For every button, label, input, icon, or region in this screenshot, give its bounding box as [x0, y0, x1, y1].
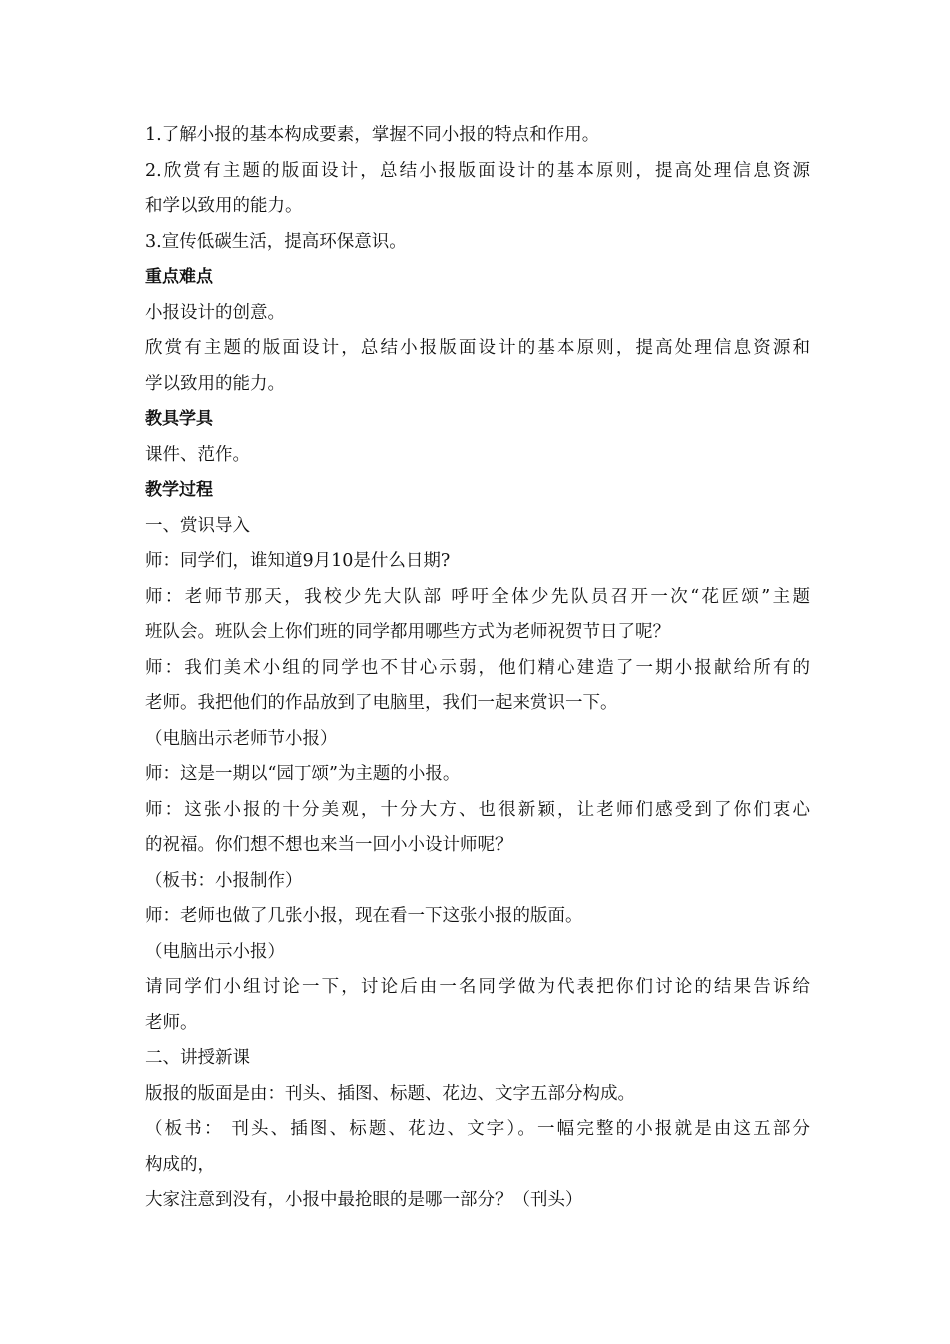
key-points-line-2: 欣赏有主题的版面设计，总结小报版面设计的基本原则，提高处理信息资源和 [145, 338, 810, 358]
process-line: 师：这是一期以“园丁颂”为主题的小报。 [145, 764, 461, 784]
process-line: 版报的版面是由：刊头、插图、标题、花边、文字五部分构成。 [145, 1083, 635, 1104]
process-line: 师：老师节那天，我校少先大队部 呼吁全体少先队员召开一次“花匠颂”主题 [145, 586, 810, 607]
objective-2-line-1: 2.欣赏有主题的版面设计，总结小报版面设计的基本原则，提高处理信息资源 [145, 160, 810, 181]
process-line: 班队会。班队会上你们班的同学都用哪些方式为老师祝贺节日了呢？ [145, 622, 670, 642]
objective-2-line-2: 和学以致用的能力。 [145, 196, 303, 216]
objective-3: 3.宣传低碳生活，提高环保意识。 [145, 231, 407, 252]
process-line: 请同学们小组讨论一下，讨论后由一名同学做为代表把你们讨论的结果告诉给 [145, 977, 810, 997]
key-points-line-1: 小报设计的创意。 [145, 302, 285, 323]
process-line: （板书： 刊头、插图、标题、花边、文字）。一幅完整的小报就是由这五部分 [145, 1119, 810, 1139]
process-line: （板书：小报制作） [145, 870, 303, 891]
section-intro-heading: 一、赏识导入 [145, 515, 250, 536]
key-points-heading: 重点难点 [145, 267, 213, 287]
document-page [145, 118, 810, 1219]
tools-heading: 教具学具 [145, 409, 213, 429]
key-points-line-3: 学以致用的能力。 [145, 373, 285, 394]
tools-line-1: 课件、范作。 [145, 444, 250, 465]
process-line: 师：我们美术小组的同学也不甘心示弱，他们精心建造了一期小报献给所有的 [145, 657, 810, 678]
process-line: 大家注意到没有，小报中最抢眼的是哪一部分？（刊头） [145, 1190, 583, 1210]
process-line: 老师。 [145, 1012, 198, 1033]
process-line: （电脑出示老师节小报） [145, 728, 338, 749]
objective-1: 1.了解小报的基本构成要素，掌握不同小报的特点和作用。 [145, 125, 600, 145]
process-line: 老师。我把他们的作品放到了电脑里，我们一起来赏识一下。 [145, 693, 618, 713]
process-line: （电脑出示小报） [145, 941, 285, 962]
process-line: 构成的， [145, 1154, 215, 1175]
section-new-lesson-heading: 二、讲授新课 [145, 1048, 250, 1068]
process-line: 师：同学们，谁知道9月10是什么日期? [145, 551, 451, 571]
process-line: 师：这张小报的十分美观，十分大方、也很新颖，让老师们感受到了你们衷心 [145, 799, 810, 820]
process-heading: 教学过程 [145, 480, 213, 500]
process-line: 的祝福。你们想不想也来当一回小小设计师呢？ [145, 835, 513, 855]
process-line: 师：老师也做了几张小报，现在看一下这张小报的版面。 [145, 906, 583, 926]
